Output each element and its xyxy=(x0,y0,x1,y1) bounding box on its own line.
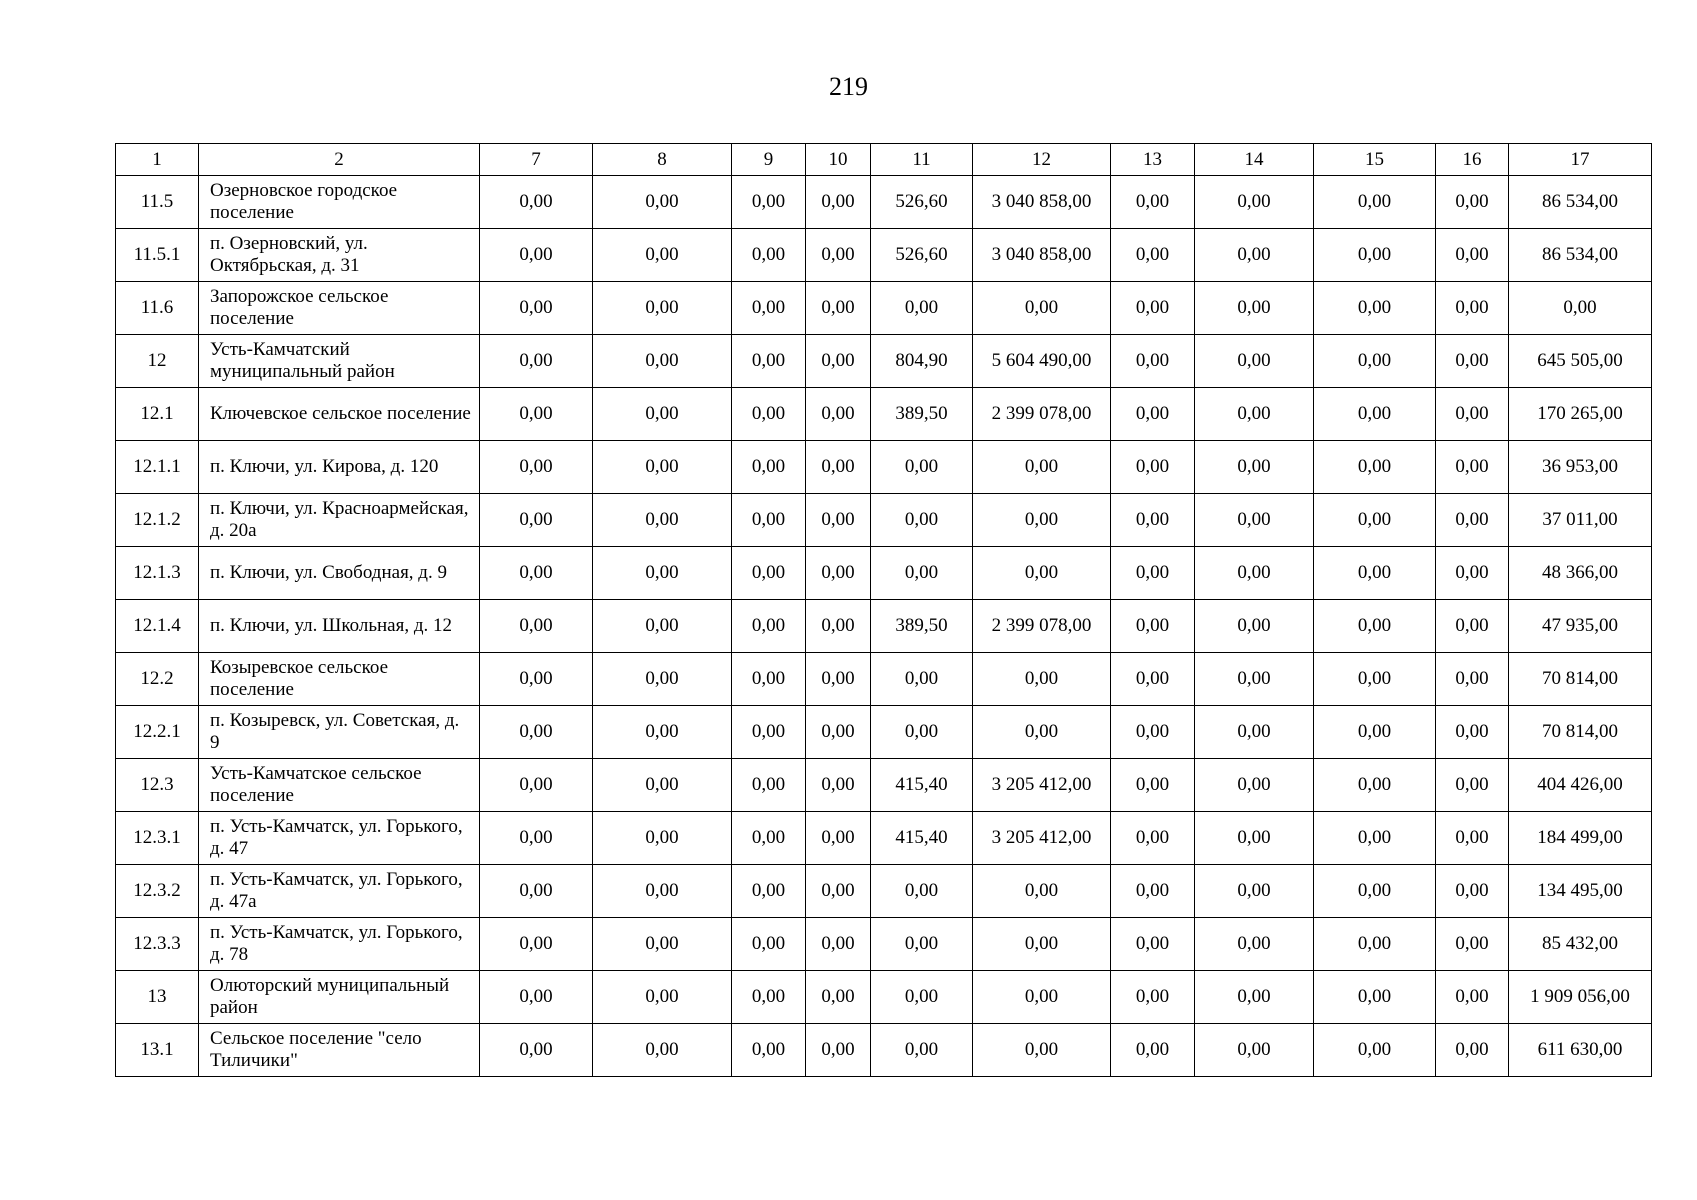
name-cell: п. Усть-Камчатск, ул. Горького, д. 78 xyxy=(199,918,480,971)
value-cell: 415,40 xyxy=(871,759,973,812)
value-cell: 389,50 xyxy=(871,600,973,653)
value-cell: 0,00 xyxy=(1195,812,1314,865)
value-cell: 0,00 xyxy=(806,918,871,971)
value-cell: 0,00 xyxy=(1436,706,1509,759)
value-cell: 0,00 xyxy=(593,1024,732,1077)
value-cell: 0,00 xyxy=(1436,759,1509,812)
value-cell: 0,00 xyxy=(806,706,871,759)
table-row xyxy=(116,706,1652,759)
value-cell: 0,00 xyxy=(480,1024,593,1077)
value-cell: 2 399 078,00 xyxy=(973,600,1111,653)
table-row xyxy=(116,971,1652,1024)
value-cell: 0,00 xyxy=(593,176,732,229)
value-cell: 0,00 xyxy=(871,865,973,918)
value-cell: 0,00 xyxy=(593,653,732,706)
value-cell: 0,00 xyxy=(1314,706,1436,759)
table-row xyxy=(116,600,1652,653)
name-cell: п. Ключи, ул. Свободная, д. 9 xyxy=(199,547,480,600)
value-cell: 0,00 xyxy=(1111,653,1195,706)
value-cell: 0,00 xyxy=(1111,971,1195,1024)
value-cell: 0,00 xyxy=(871,918,973,971)
table-row xyxy=(116,494,1652,547)
name-cell: Сельское поселение "село Тиличики" xyxy=(199,1024,480,1077)
value-cell: 0,00 xyxy=(1436,494,1509,547)
value-cell: 404 426,00 xyxy=(1509,759,1652,812)
value-cell: 0,00 xyxy=(1436,229,1509,282)
row-number-cell: 12.2.1 xyxy=(116,706,199,759)
column-header: 14 xyxy=(1195,144,1314,176)
value-cell: 0,00 xyxy=(1314,335,1436,388)
row-number-cell: 11.6 xyxy=(116,282,199,335)
value-cell: 85 432,00 xyxy=(1509,918,1652,971)
value-cell: 0,00 xyxy=(1195,494,1314,547)
value-cell: 0,00 xyxy=(1111,176,1195,229)
value-cell: 0,00 xyxy=(1195,388,1314,441)
value-cell: 0,00 xyxy=(1111,812,1195,865)
value-cell: 0,00 xyxy=(1314,653,1436,706)
value-cell: 0,00 xyxy=(480,229,593,282)
value-cell: 0,00 xyxy=(732,335,806,388)
value-cell: 0,00 xyxy=(871,494,973,547)
value-cell: 0,00 xyxy=(806,600,871,653)
value-cell: 0,00 xyxy=(593,865,732,918)
value-cell: 0,00 xyxy=(973,282,1111,335)
value-cell: 36 953,00 xyxy=(1509,441,1652,494)
value-cell: 0,00 xyxy=(806,865,871,918)
value-cell: 0,00 xyxy=(732,653,806,706)
value-cell: 0,00 xyxy=(1436,282,1509,335)
name-cell: п. Ключи, ул. Школьная, д. 12 xyxy=(199,600,480,653)
value-cell: 0,00 xyxy=(806,1024,871,1077)
column-header: 15 xyxy=(1314,144,1436,176)
value-cell: 170 265,00 xyxy=(1509,388,1652,441)
value-cell: 0,00 xyxy=(1111,918,1195,971)
value-cell: 0,00 xyxy=(806,547,871,600)
value-cell: 0,00 xyxy=(806,759,871,812)
value-cell: 526,60 xyxy=(871,176,973,229)
value-cell: 0,00 xyxy=(973,706,1111,759)
row-number-cell: 12.1.1 xyxy=(116,441,199,494)
value-cell: 0,00 xyxy=(1314,388,1436,441)
value-cell: 0,00 xyxy=(1509,282,1652,335)
row-number-cell: 12.1.4 xyxy=(116,600,199,653)
row-number-cell: 12.1.3 xyxy=(116,547,199,600)
row-number-cell: 12 xyxy=(116,335,199,388)
value-cell: 3 040 858,00 xyxy=(973,229,1111,282)
table-row xyxy=(116,335,1652,388)
value-cell: 0,00 xyxy=(593,600,732,653)
value-cell: 0,00 xyxy=(480,547,593,600)
value-cell: 0,00 xyxy=(593,812,732,865)
name-cell: Усть-Камчатское сельское поселение xyxy=(199,759,480,812)
column-header: 9 xyxy=(732,144,806,176)
value-cell: 0,00 xyxy=(1314,971,1436,1024)
value-cell: 0,00 xyxy=(1195,706,1314,759)
row-number-cell: 11.5.1 xyxy=(116,229,199,282)
name-cell: Озерновское городское поселение xyxy=(199,176,480,229)
value-cell: 70 814,00 xyxy=(1509,653,1652,706)
value-cell: 0,00 xyxy=(1436,388,1509,441)
value-cell: 134 495,00 xyxy=(1509,865,1652,918)
table-row xyxy=(116,441,1652,494)
value-cell: 0,00 xyxy=(593,494,732,547)
value-cell: 1 909 056,00 xyxy=(1509,971,1652,1024)
value-cell: 48 366,00 xyxy=(1509,547,1652,600)
value-cell: 0,00 xyxy=(1195,759,1314,812)
column-header: 10 xyxy=(806,144,871,176)
value-cell: 0,00 xyxy=(593,229,732,282)
value-cell: 0,00 xyxy=(1111,494,1195,547)
value-cell: 184 499,00 xyxy=(1509,812,1652,865)
table-row xyxy=(116,282,1652,335)
column-header: 2 xyxy=(199,144,480,176)
value-cell: 0,00 xyxy=(480,759,593,812)
value-cell: 0,00 xyxy=(480,600,593,653)
value-cell: 0,00 xyxy=(480,706,593,759)
value-cell: 0,00 xyxy=(1436,653,1509,706)
value-cell: 0,00 xyxy=(1314,494,1436,547)
value-cell: 0,00 xyxy=(973,494,1111,547)
row-number-cell: 11.5 xyxy=(116,176,199,229)
table-row xyxy=(116,388,1652,441)
value-cell: 0,00 xyxy=(732,865,806,918)
value-cell: 0,00 xyxy=(732,441,806,494)
value-cell: 0,00 xyxy=(1314,547,1436,600)
value-cell: 0,00 xyxy=(1436,176,1509,229)
value-cell: 0,00 xyxy=(593,918,732,971)
value-cell: 0,00 xyxy=(1111,282,1195,335)
value-cell: 0,00 xyxy=(593,388,732,441)
value-cell: 37 011,00 xyxy=(1509,494,1652,547)
value-cell: 0,00 xyxy=(973,547,1111,600)
table-row xyxy=(116,176,1652,229)
value-cell: 0,00 xyxy=(806,229,871,282)
value-cell: 0,00 xyxy=(593,335,732,388)
page-number: 219 xyxy=(829,72,868,101)
value-cell: 0,00 xyxy=(732,600,806,653)
name-cell: п. Ключи, ул. Кирова, д. 120 xyxy=(199,441,480,494)
value-cell: 0,00 xyxy=(806,335,871,388)
name-cell: Олюторский муниципальный район xyxy=(199,971,480,1024)
table-row xyxy=(116,865,1652,918)
name-cell: п. Ключи, ул. Красноармейская, д. 20а xyxy=(199,494,480,547)
value-cell: 0,00 xyxy=(593,759,732,812)
value-cell: 0,00 xyxy=(1195,282,1314,335)
value-cell: 5 604 490,00 xyxy=(973,335,1111,388)
value-cell: 0,00 xyxy=(480,335,593,388)
value-cell: 0,00 xyxy=(871,441,973,494)
column-header: 11 xyxy=(871,144,973,176)
value-cell: 645 505,00 xyxy=(1509,335,1652,388)
value-cell: 0,00 xyxy=(1314,600,1436,653)
value-cell: 0,00 xyxy=(480,176,593,229)
value-cell: 0,00 xyxy=(1195,441,1314,494)
name-cell: п. Усть-Камчатск, ул. Горького, д. 47а xyxy=(199,865,480,918)
value-cell: 0,00 xyxy=(732,282,806,335)
value-cell: 0,00 xyxy=(732,229,806,282)
value-cell: 0,00 xyxy=(1314,441,1436,494)
column-header: 13 xyxy=(1111,144,1195,176)
value-cell: 0,00 xyxy=(1436,918,1509,971)
value-cell: 47 935,00 xyxy=(1509,600,1652,653)
name-cell: п. Озерновский, ул. Октябрьская, д. 31 xyxy=(199,229,480,282)
value-cell: 0,00 xyxy=(732,388,806,441)
table-header-row xyxy=(116,144,1652,176)
column-header: 12 xyxy=(973,144,1111,176)
column-header: 8 xyxy=(593,144,732,176)
table-row xyxy=(116,759,1652,812)
value-cell: 0,00 xyxy=(806,282,871,335)
value-cell: 0,00 xyxy=(973,1024,1111,1077)
value-cell: 0,00 xyxy=(973,653,1111,706)
value-cell: 0,00 xyxy=(1111,706,1195,759)
row-number-cell: 12.3.1 xyxy=(116,812,199,865)
value-cell: 415,40 xyxy=(871,812,973,865)
table-row xyxy=(116,1024,1652,1077)
value-cell: 0,00 xyxy=(1436,865,1509,918)
value-cell: 0,00 xyxy=(1195,600,1314,653)
value-cell: 3 040 858,00 xyxy=(973,176,1111,229)
value-cell: 0,00 xyxy=(1111,335,1195,388)
value-cell: 0,00 xyxy=(1314,176,1436,229)
value-cell: 0,00 xyxy=(1195,1024,1314,1077)
value-cell: 0,00 xyxy=(1111,865,1195,918)
value-cell: 3 205 412,00 xyxy=(973,812,1111,865)
value-cell: 0,00 xyxy=(732,706,806,759)
value-cell: 0,00 xyxy=(806,441,871,494)
name-cell: п. Козыревск, ул. Советская, д. 9 xyxy=(199,706,480,759)
value-cell: 0,00 xyxy=(973,441,1111,494)
value-cell: 611 630,00 xyxy=(1509,1024,1652,1077)
table-row xyxy=(116,812,1652,865)
value-cell: 0,00 xyxy=(1314,918,1436,971)
value-cell: 0,00 xyxy=(480,653,593,706)
value-cell: 0,00 xyxy=(1436,812,1509,865)
value-cell: 0,00 xyxy=(973,918,1111,971)
row-number-cell: 13 xyxy=(116,971,199,1024)
row-number-cell: 12.1 xyxy=(116,388,199,441)
value-cell: 0,00 xyxy=(1195,865,1314,918)
value-cell: 0,00 xyxy=(1195,971,1314,1024)
column-header: 1 xyxy=(116,144,199,176)
value-cell: 70 814,00 xyxy=(1509,706,1652,759)
value-cell: 0,00 xyxy=(1314,282,1436,335)
value-cell: 0,00 xyxy=(732,759,806,812)
value-cell: 0,00 xyxy=(871,282,973,335)
value-cell: 389,50 xyxy=(871,388,973,441)
value-cell: 0,00 xyxy=(732,812,806,865)
name-cell: Усть-Камчатский муниципальный район xyxy=(199,335,480,388)
value-cell: 0,00 xyxy=(1436,600,1509,653)
data-table xyxy=(115,143,1652,1077)
value-cell: 0,00 xyxy=(1314,229,1436,282)
value-cell: 0,00 xyxy=(1314,1024,1436,1077)
value-cell: 0,00 xyxy=(1111,229,1195,282)
value-cell: 0,00 xyxy=(593,971,732,1024)
value-cell: 0,00 xyxy=(1436,441,1509,494)
value-cell: 0,00 xyxy=(806,176,871,229)
value-cell: 0,00 xyxy=(593,706,732,759)
name-cell: Козыревское сельское поселение xyxy=(199,653,480,706)
value-cell: 0,00 xyxy=(480,388,593,441)
value-cell: 0,00 xyxy=(593,282,732,335)
value-cell: 0,00 xyxy=(1195,918,1314,971)
value-cell: 0,00 xyxy=(480,918,593,971)
value-cell: 0,00 xyxy=(1314,812,1436,865)
value-cell: 0,00 xyxy=(1195,653,1314,706)
value-cell: 0,00 xyxy=(1436,335,1509,388)
row-number-cell: 12.3.3 xyxy=(116,918,199,971)
value-cell: 0,00 xyxy=(1111,388,1195,441)
value-cell: 3 205 412,00 xyxy=(973,759,1111,812)
value-cell: 0,00 xyxy=(806,494,871,547)
value-cell: 0,00 xyxy=(1436,547,1509,600)
value-cell: 0,00 xyxy=(1195,335,1314,388)
value-cell: 0,00 xyxy=(1111,1024,1195,1077)
table-row xyxy=(116,653,1652,706)
value-cell: 0,00 xyxy=(593,441,732,494)
value-cell: 0,00 xyxy=(1436,971,1509,1024)
value-cell: 0,00 xyxy=(732,1024,806,1077)
value-cell: 0,00 xyxy=(973,971,1111,1024)
row-number-cell: 13.1 xyxy=(116,1024,199,1077)
value-cell: 0,00 xyxy=(871,706,973,759)
value-cell: 0,00 xyxy=(1314,759,1436,812)
value-cell: 0,00 xyxy=(806,388,871,441)
value-cell: 2 399 078,00 xyxy=(973,388,1111,441)
value-cell: 0,00 xyxy=(732,918,806,971)
name-cell: Запорожское сельское поселение xyxy=(199,282,480,335)
value-cell: 0,00 xyxy=(1111,547,1195,600)
row-number-cell: 12.3.2 xyxy=(116,865,199,918)
name-cell: Ключевское сельское поселение xyxy=(199,388,480,441)
value-cell: 0,00 xyxy=(871,547,973,600)
value-cell: 0,00 xyxy=(732,176,806,229)
value-cell: 0,00 xyxy=(1111,600,1195,653)
value-cell: 0,00 xyxy=(732,494,806,547)
value-cell: 0,00 xyxy=(732,547,806,600)
value-cell: 0,00 xyxy=(1195,547,1314,600)
value-cell: 0,00 xyxy=(806,812,871,865)
row-number-cell: 12.1.2 xyxy=(116,494,199,547)
value-cell: 0,00 xyxy=(732,971,806,1024)
value-cell: 0,00 xyxy=(806,971,871,1024)
table-row xyxy=(116,547,1652,600)
value-cell: 0,00 xyxy=(1195,229,1314,282)
column-header: 17 xyxy=(1509,144,1652,176)
value-cell: 0,00 xyxy=(480,971,593,1024)
column-header: 16 xyxy=(1436,144,1509,176)
value-cell: 0,00 xyxy=(593,547,732,600)
value-cell: 0,00 xyxy=(1111,759,1195,812)
value-cell: 0,00 xyxy=(1195,176,1314,229)
value-cell: 0,00 xyxy=(973,865,1111,918)
value-cell: 0,00 xyxy=(806,653,871,706)
row-number-cell: 12.3 xyxy=(116,759,199,812)
value-cell: 0,00 xyxy=(480,812,593,865)
value-cell: 0,00 xyxy=(1314,865,1436,918)
table-row xyxy=(116,229,1652,282)
value-cell: 86 534,00 xyxy=(1509,176,1652,229)
column-header: 7 xyxy=(480,144,593,176)
value-cell: 0,00 xyxy=(871,1024,973,1077)
value-cell: 0,00 xyxy=(1111,441,1195,494)
value-cell: 0,00 xyxy=(1436,1024,1509,1077)
row-number-cell: 12.2 xyxy=(116,653,199,706)
value-cell: 804,90 xyxy=(871,335,973,388)
value-cell: 0,00 xyxy=(871,653,973,706)
value-cell: 0,00 xyxy=(480,282,593,335)
value-cell: 86 534,00 xyxy=(1509,229,1652,282)
value-cell: 0,00 xyxy=(480,494,593,547)
value-cell: 526,60 xyxy=(871,229,973,282)
name-cell: п. Усть-Камчатск, ул. Горького, д. 47 xyxy=(199,812,480,865)
value-cell: 0,00 xyxy=(871,971,973,1024)
value-cell: 0,00 xyxy=(480,441,593,494)
value-cell: 0,00 xyxy=(480,865,593,918)
table-row xyxy=(116,918,1652,971)
